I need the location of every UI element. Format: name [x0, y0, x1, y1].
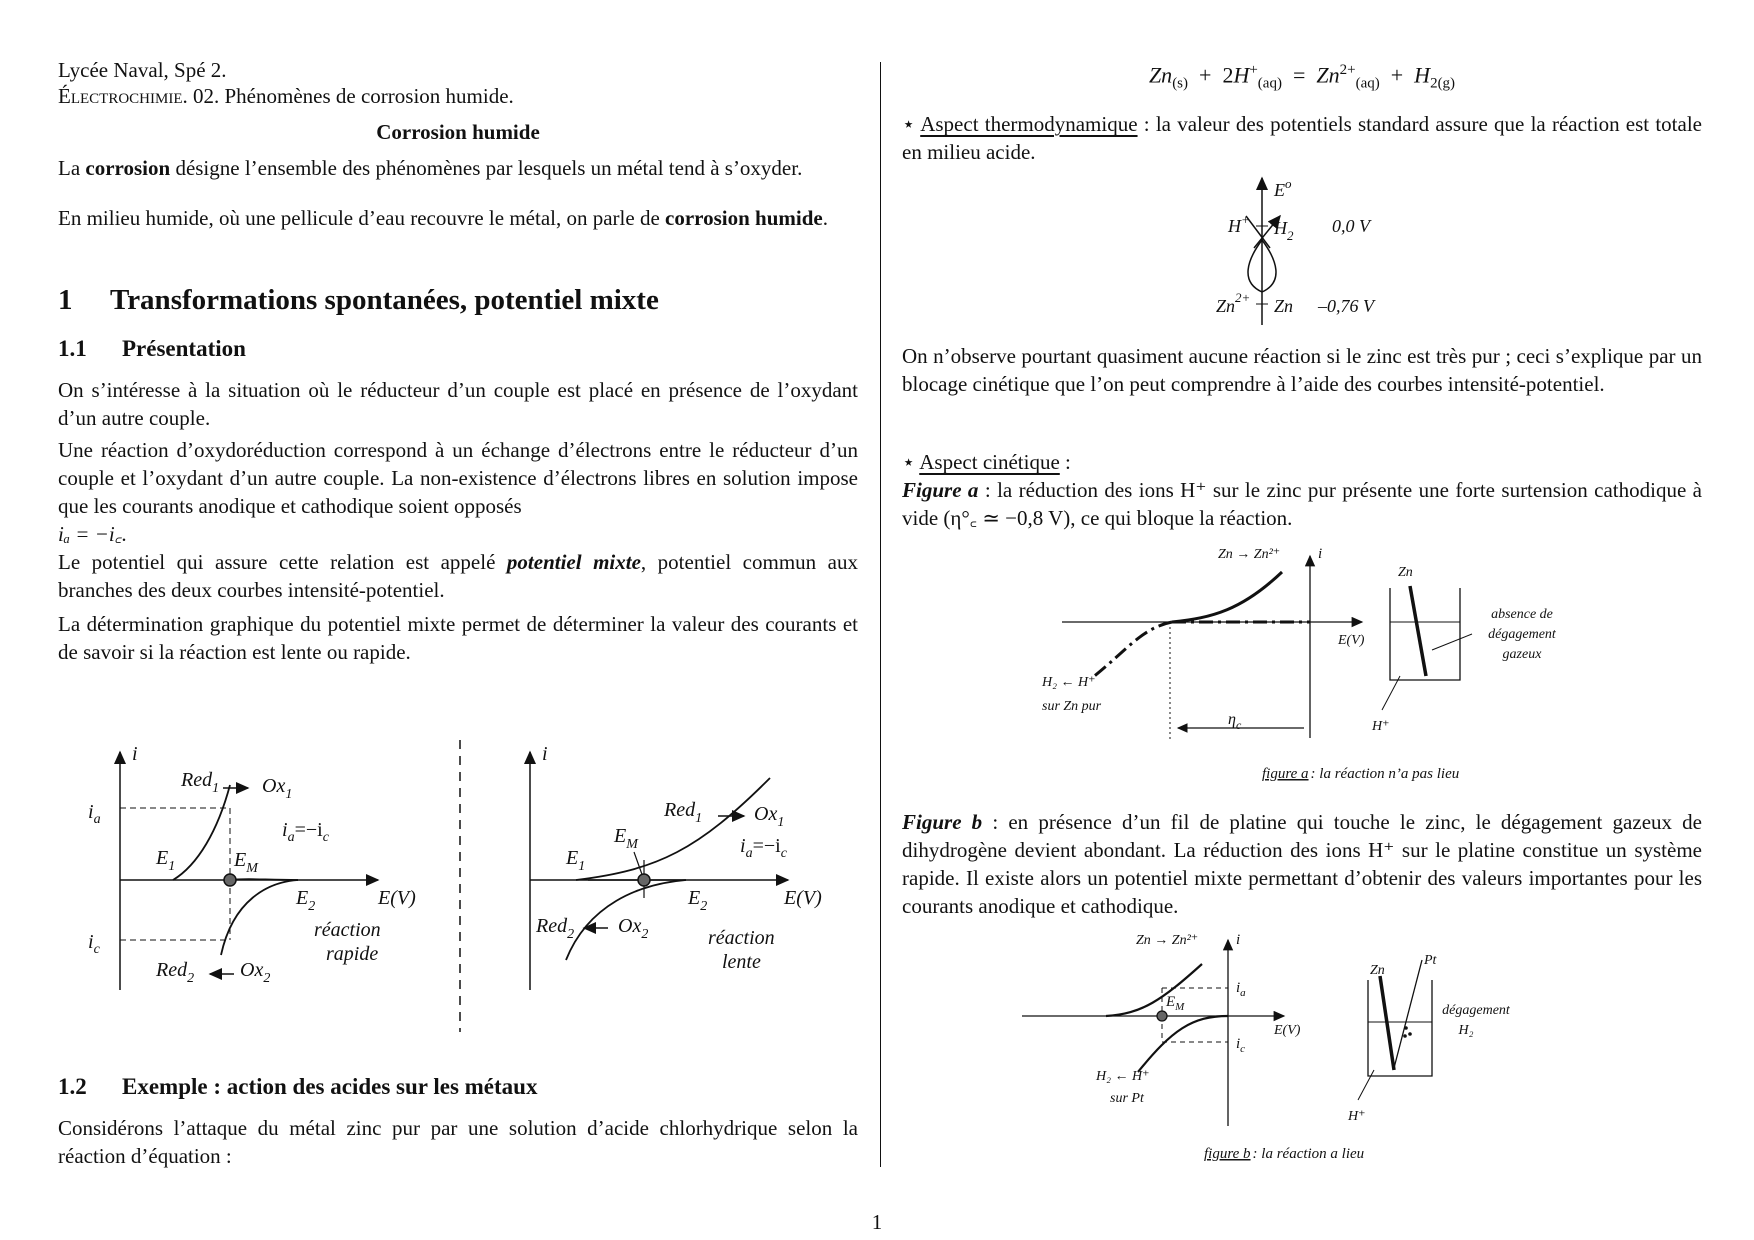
s11-paragraph-4: La détermination graphique du potentiel mixte permet de déterminer la valeur des courants et de savoir si la réaction est lente ou rapide.	[58, 612, 858, 664]
s11-paragraph-2: Une réaction d’oxydoréduction correspond à un échange d’électrons entre le réducteur d’un couple et l’oxydant d’un autre couple. La non-existence d’électrons libres en solution impose que les courants anodique et cathodique soient opposés iₐ = −i꜀.	[58, 438, 858, 546]
left-e1-label: $E_1$	[156, 847, 176, 874]
right-red1-label: Red$_1$	[664, 799, 703, 826]
left-ox1-label: $Ox_1$	[262, 775, 293, 802]
scale-zn: Zn	[1274, 296, 1294, 316]
right-i-label: i	[542, 743, 548, 765]
mixed-potential-figures	[58, 740, 858, 1040]
scale-h2: $H_2$	[1274, 218, 1294, 243]
fig-b-i: i	[1236, 932, 1241, 948]
fig-b-h2: H₂	[1458, 1023, 1474, 1038]
scale-e0: $E^o$	[1274, 176, 1292, 200]
scale-v2: –0,76 V	[1318, 296, 1374, 316]
left-i-label: i	[132, 743, 138, 765]
s12-paragraph-1: Considérons l’attaque du métal zinc pur par une solution d’acide chlorhydrique selon la réaction d’équation :	[58, 1116, 858, 1168]
fig-a-absence-3: gazeux	[1502, 647, 1542, 662]
column-divider	[880, 62, 881, 1167]
fig-b-degagement: dégagement	[1442, 1003, 1510, 1018]
section-1-2-heading: 1.2 Exemple : action des acides sur les métaux	[58, 1074, 538, 1099]
intro-paragraph-2: En milieu humide, où une pellicule d’eau recouvre le métal, on parle de corrosion humide.	[58, 206, 828, 230]
left-ox2-label: $Ox_2$	[240, 959, 271, 986]
left-red1-label: Red$_1$	[181, 769, 220, 796]
left-ev-label: E(V)	[378, 887, 416, 909]
right-e1-label: $E_1$	[566, 847, 586, 874]
page-title: Corrosion humide	[376, 120, 540, 144]
figure-b	[1012, 930, 1532, 1170]
fig-a-zn: Zn	[1398, 565, 1413, 580]
figure-b-paragraph: Figure b : en présence d’un fil de platine qui touche le zinc, le dégagement gazeux de dihydrogène devient abondant. La réduction des ions H⁺ sur le platine constitue un système rapide. Il existe alors un potentiel mixte permettant d’obtenir des valeurs importantes pour les courants anodique et cathodique.	[902, 810, 1702, 918]
right-ox2-label: $Ox_2$	[618, 915, 649, 942]
left-ic-label: $i_c$	[88, 931, 100, 957]
fig-a-hplus: H⁺	[1372, 719, 1390, 734]
reaction-equation: $Zn_{(s)} + 2H^+_{(aq)} = Zn^{2+}_{(aq)} + H_{2(g)}$	[1148, 62, 1456, 92]
right-relation-label: $i_a=-i_c$	[740, 835, 787, 861]
intro-paragraph-1: La corrosion désigne l’ensemble des phénomènes par lesquels un métal tend à s’oxyder.	[58, 156, 803, 180]
fig-b-caption: figure b : la réaction a lieu	[1204, 1146, 1365, 1162]
fig-b-zn-zn2: Zn → Zn²⁺	[1136, 933, 1199, 948]
right-reaction-label: réaction	[708, 927, 775, 949]
left-rapid-label: rapide	[326, 943, 379, 965]
scale-hplus: H+	[1228, 212, 1250, 236]
s11-paragraph-3: Le potentiel qui assure cette relation est appelé potentiel mixte, potentiel commun aux branches des deux courbes intensité-potentiel.	[58, 550, 858, 602]
fig-b-sur-pt: sur Pt	[1110, 1091, 1144, 1106]
header-line-1: Lycée Naval, Spé 2.	[58, 58, 227, 82]
page-number: 1	[871, 1210, 883, 1234]
right-slow-label: lente	[722, 951, 761, 973]
right-em-label: $E_M$	[614, 825, 638, 852]
fig-b-pt: Pt	[1424, 953, 1437, 968]
fig-b-ev: E(V)	[1274, 1023, 1301, 1038]
fig-a-eta: $\eta_c$	[1228, 711, 1242, 732]
scale-zn2: $Zn^{2+}$	[1216, 290, 1251, 316]
figure-a	[1032, 540, 1592, 790]
fig-b-hplus: H⁺	[1348, 1109, 1366, 1124]
kinetic-block-paragraph: On n’observe pourtant quasiment aucune réaction si le zinc est très pur ; ceci s’explique par un blocage cinétique que l’on peut comprendre à l’aide des courbes intensité-potentiel.	[902, 344, 1702, 396]
right-ev-label: E(V)	[784, 887, 822, 909]
fig-b-zn: Zn	[1370, 963, 1385, 978]
figure-a-paragraph: Figure a : la réduction des ions H⁺ sur le zinc pur présente une forte surtension cathodique à vide (η°꜀ ≃ −0,8 V), ce qui bloque la réaction.	[902, 478, 1702, 530]
left-red2-label: Red$_2$	[156, 959, 195, 986]
standard-potential-scale	[1202, 170, 1422, 330]
fig-a-sur-zn: sur Zn pur	[1042, 699, 1102, 714]
scale-v1: 0,0 V	[1332, 216, 1370, 236]
fig-a-h2h: H₂ ← H⁺	[1042, 675, 1096, 690]
fig-b-em: $E_M$	[1166, 994, 1185, 1013]
right-ox1-label: $Ox_1$	[754, 803, 785, 830]
fast-reaction-figure	[88, 743, 416, 990]
thermo-paragraph: ⋆ Aspect thermodynamique : la valeur des potentiels standard assure que la réaction est totale en milieu acide.	[902, 112, 1702, 164]
fig-a-caption: figure a : la réaction n’a pas lieu	[1262, 766, 1460, 782]
fig-a-i: i	[1318, 546, 1323, 562]
left-e2-label: $E_2$	[296, 887, 316, 914]
kinetic-heading: ⋆ Aspect cinétique :	[902, 450, 1071, 474]
section-1-1-heading: 1.1 Présentation	[58, 336, 246, 361]
fig-b-ia: $i_a$	[1236, 980, 1246, 999]
s11-paragraph-1: On s’intéresse à la situation où le réducteur d’un couple est placé en présence de l’oxydant d’un autre couple.	[58, 378, 858, 430]
slow-reaction-figure	[530, 743, 822, 990]
left-ia-label: $i_a$	[88, 801, 101, 827]
header-line-2: Électrochimie. 02. Phénomènes de corrosion humide.	[58, 84, 514, 108]
left-em-label: $E_M$	[234, 849, 258, 876]
fig-b-ic: $i_c$	[1236, 1036, 1246, 1055]
left-relation-label: $i_a=-i_c$	[282, 819, 329, 845]
fig-a-zn-zn2: Zn → Zn²⁺	[1218, 547, 1281, 562]
fig-a-ev: E(V)	[1338, 633, 1365, 648]
right-e2-label: $E_2$	[688, 887, 708, 914]
section-1-heading: 1 Transformations spontanées, potentiel mixte	[58, 284, 659, 316]
fig-b-h2h: H₂ ← H⁺	[1096, 1069, 1150, 1084]
left-reaction-label: réaction	[314, 919, 381, 941]
fig-a-absence-1: absence de	[1491, 607, 1553, 622]
fig-a-absence-2: dégagement	[1488, 627, 1556, 642]
right-red2-label: Red$_2$	[536, 915, 575, 942]
